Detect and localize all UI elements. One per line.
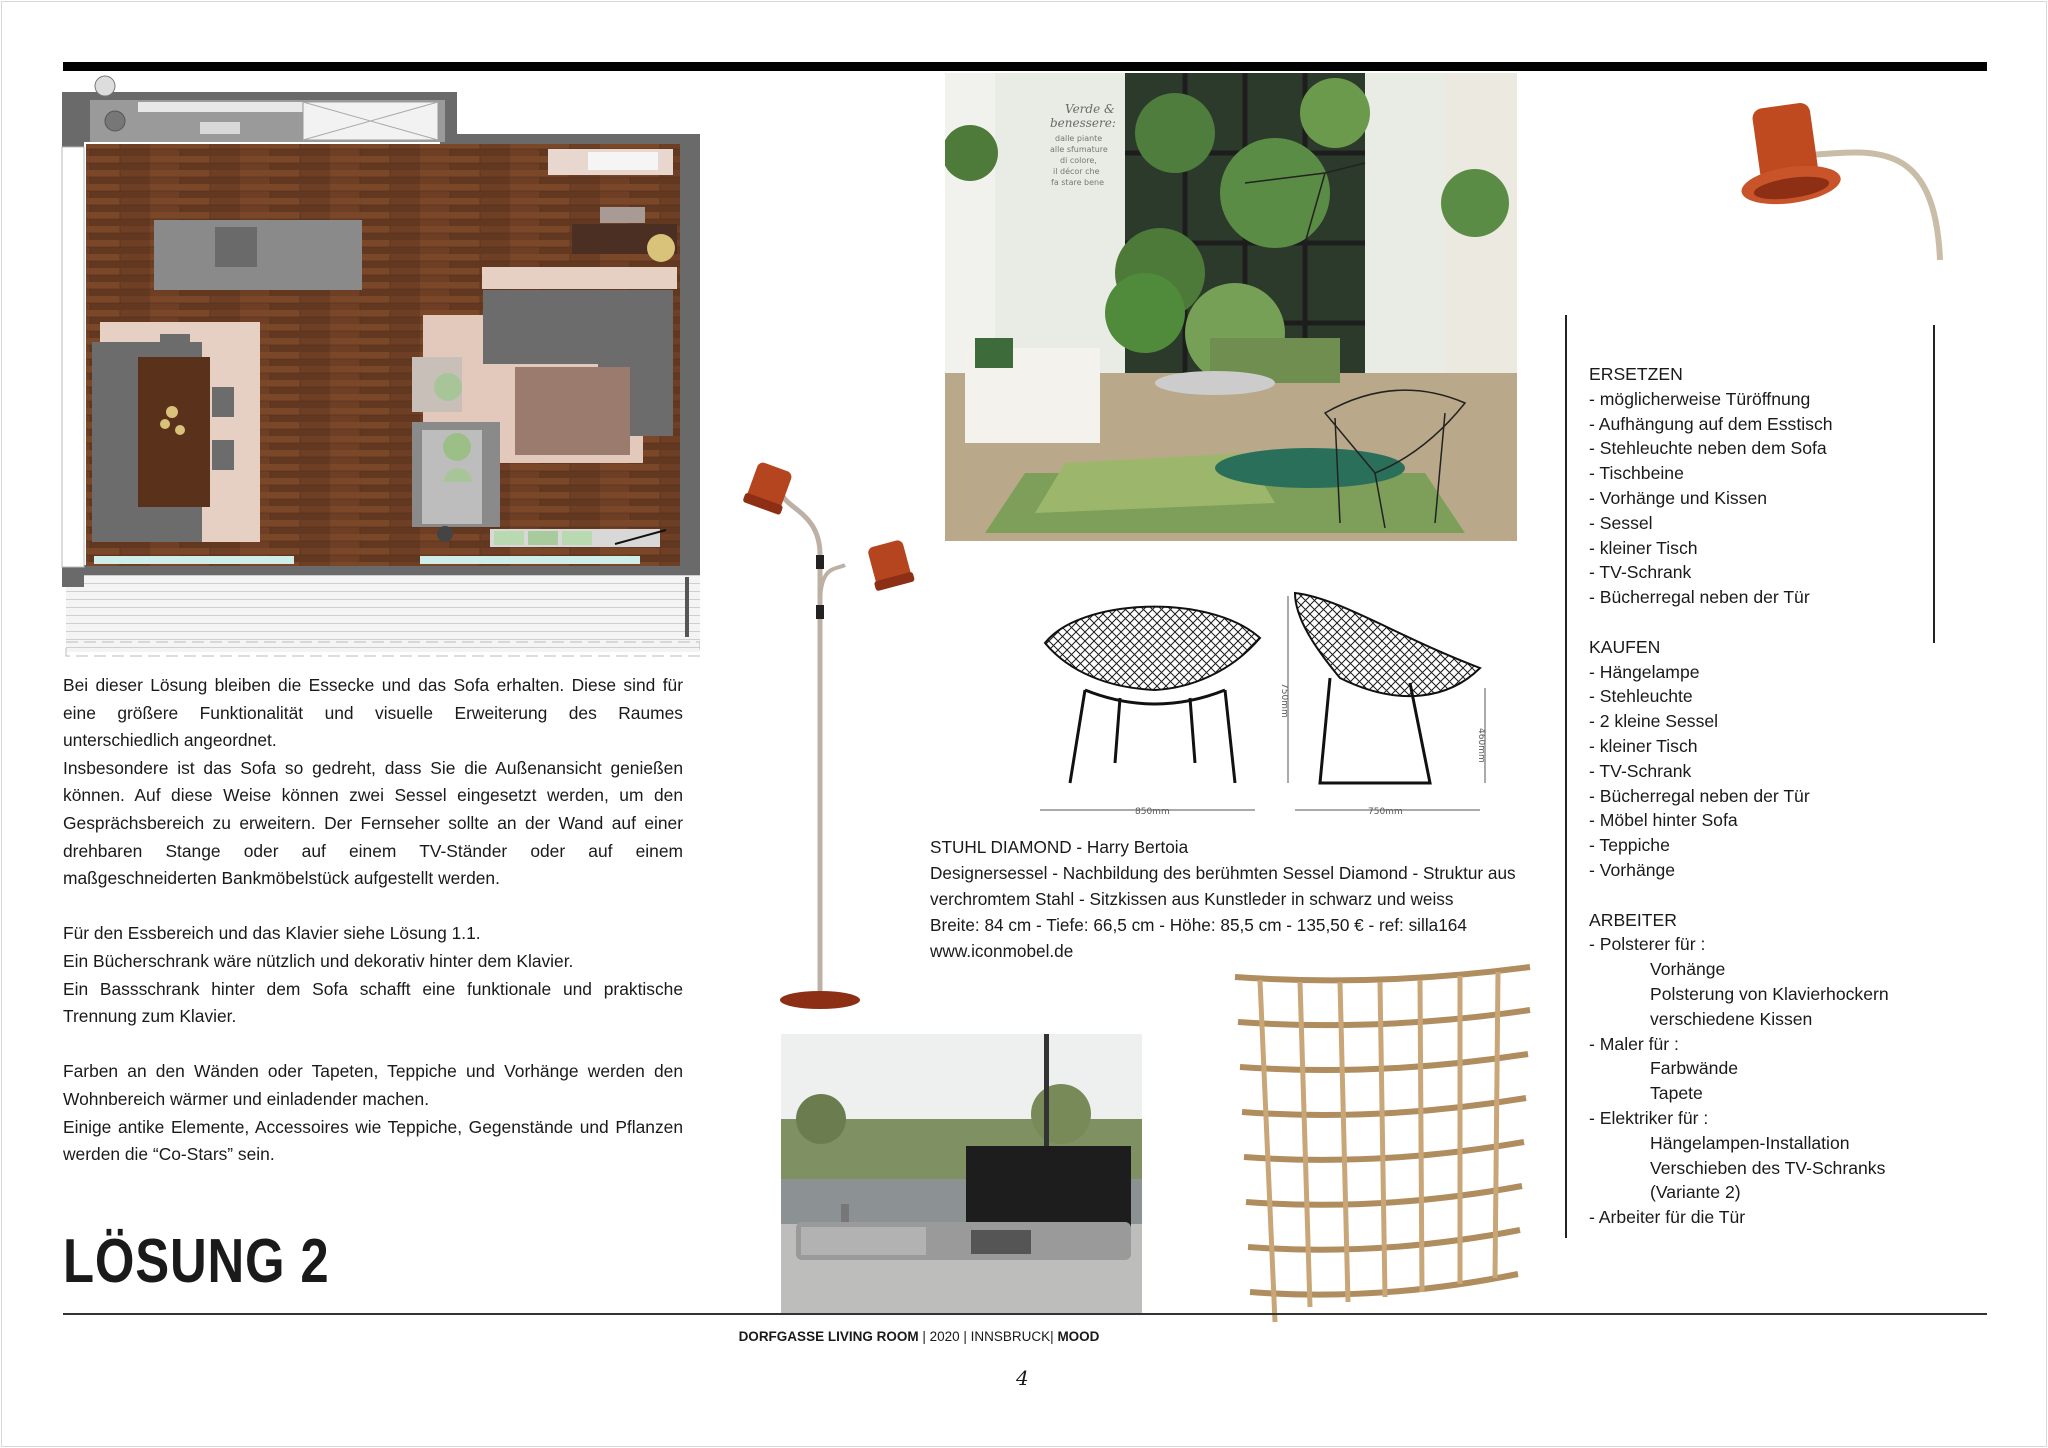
paragraph-2: Insbesondere ist das Sofa so gedreht, dass Sie die Außenansicht genießen können. Auf diese Weise können zwei Sessel eingesetzt werden, um den Gesprächsbereich zu erweitern. Der Fernseher sollte an der Wand auf einer drehbaren Stange oder auf einem TV-Ständer oder auf einem maßgeschneiderten Bankmöbelstück aufgestellt werden. [63,757,683,889]
caption-line-1: STUHL DIAMOND - Harry Bertoia [930,837,1189,857]
arbeiter-title: ARBEITER [1589,909,1677,930]
magazine-line-7: fa stare bene [1051,178,1105,187]
arbeiter-item: Verschieben des TV-Schranks [1650,1157,1886,1178]
arbeiter-item: Polsterung von Klavierhockern [1650,983,1889,1004]
chair-caption [930,834,1530,964]
caption-line-4: Breite: 84 cm - Tiefe: 66,5 cm - Höhe: 85,5 cm - 135,50 € - ref: silla164 [930,915,1467,935]
diamond-chair-drawing [1040,578,1510,818]
footer-mood: MOOD [1057,1329,1100,1344]
kaufen-item: - kleiner Tisch [1589,735,1698,756]
kaufen-item: - Stehleuchte [1589,686,1693,707]
arbeiter-item: - Maler für : [1589,1033,1679,1054]
ersetzen-item: - Tischbeine [1589,463,1684,484]
footer-sep: | [959,1329,971,1344]
paragraph-6: Farben an den Wänden oder Tapeten, Teppiche und Vorhänge werden den Wohnbereich wärmer und einladender machen. [63,1061,683,1109]
kaufen-item: - TV-Schrank [1589,760,1692,781]
ersetzen-item: - Stehleuchte neben dem Sofa [1589,438,1827,459]
footer-city: INNSBRUCK [970,1329,1051,1344]
tv-stand-photo [781,1034,1142,1314]
bottom-rule [63,1313,1987,1315]
dim-seat: 460mm [1476,728,1486,763]
footer-project: DORFGASSE LIVING ROOM [738,1329,919,1344]
arbeiter-item: verschiedene Kissen [1650,1008,1813,1029]
kaufen-item: - Teppiche [1589,835,1670,856]
caption-line-3: verchromtem Stahl - Sitzkissen aus Kunstleder in schwarz und weiss [930,889,1454,909]
task-lists [1589,362,2009,1230]
page-title: LÖSUNG 2 [63,1227,330,1296]
top-bar [63,62,1987,71]
living-room-photo [945,73,1517,541]
dim-depth: 750mm [1368,807,1403,817]
kaufen-item: - Bücherregal neben der Tür [1589,785,1810,806]
ersetzen-item: - Vorhänge und Kissen [1589,487,1768,508]
kaufen-item: - Hängelampe [1589,661,1700,682]
kaufen-item: - 2 kleine Sessel [1589,711,1719,732]
caption-line-2: Designersessel - Nachbildung des berühmten Sessel Diamond - Struktur aus [930,863,1516,883]
kaufen-item: - Möbel hinter Sofa [1589,810,1738,831]
footer-year: 2020 [929,1329,960,1344]
wall-lamp-image [1735,100,1945,270]
arbeiter-item: Vorhänge [1650,959,1726,980]
magazine-line-6: il décor che [1053,167,1100,176]
divider-left [1565,315,1567,1238]
ersetzen-item: - möglicherweise Türöffnung [1589,388,1811,409]
kaufen-title: KAUFEN [1589,636,1661,657]
paragraph-4: Ein Bücherschrank wäre nützlich und dekorativ hinter dem Klavier. [63,950,574,971]
dim-width: 850mm [1135,807,1170,817]
magazine-title-1: Verde & [1065,102,1115,116]
footer-sep: | [1050,1329,1058,1344]
bookshelf-image [1230,962,1535,1332]
arbeiter-item: - Polsterer für : [1589,934,1706,955]
arbeiter-item: Farbwände [1650,1058,1739,1079]
kaufen-item: - Vorhänge [1589,859,1676,880]
arbeiter-item: Hängelampen-Installation [1650,1132,1850,1153]
magazine-line-3: dalle piante [1055,134,1103,143]
page-number: 4 [1016,1366,1029,1390]
floor-lamp-image [720,455,930,1015]
description-text [63,672,683,1169]
paragraph-7: Einige antike Elemente, Accessoires wie Teppiche, Gegenstände und Pflanzen werden die “Co-Stars” sein. [63,1116,683,1165]
ersetzen-item: - Bücherregal neben der Tür [1589,587,1810,608]
ersetzen-item: - TV-Schrank [1589,562,1692,583]
paragraph-1: Bei dieser Lösung bleiben die Essecke und das Sofa erhalten. Diese sind für eine größere Funktionalität und visuelle Erweiterung des Raumes unterschiedlich angeordnet. [63,675,683,751]
ersetzen-title: ERSETZEN [1589,364,1683,384]
arbeiter-item: (Variante 2) [1650,1182,1741,1203]
caption-link: www.iconmobel.de [930,941,1074,961]
arbeiter-item: - Arbeiter für die Tür [1589,1207,1746,1228]
magazine-line-4: alle sfumature [1050,145,1108,154]
paragraph-3: Für den Essbereich und das Klavier siehe Lösung 1.1. [63,923,481,944]
magazine-title-2: benessere: [1050,116,1116,130]
floor-plan [60,72,700,662]
footer [0,1329,1943,1344]
dim-height: 750mm [1279,683,1289,718]
arbeiter-item: Tapete [1650,1083,1703,1104]
ersetzen-item: - kleiner Tisch [1589,537,1698,558]
footer-sep: | [918,1329,930,1344]
arbeiter-item: - Elektriker für : [1589,1107,1709,1128]
paragraph-5: Ein Bassschrank hinter dem Sofa schafft eine funktionale und praktische Trennung zum Klavier. [63,978,683,1027]
ersetzen-item: - Aufhängung auf dem Esstisch [1589,413,1833,434]
ersetzen-item: - Sessel [1589,512,1653,533]
magazine-line-5: di colore, [1060,156,1097,165]
